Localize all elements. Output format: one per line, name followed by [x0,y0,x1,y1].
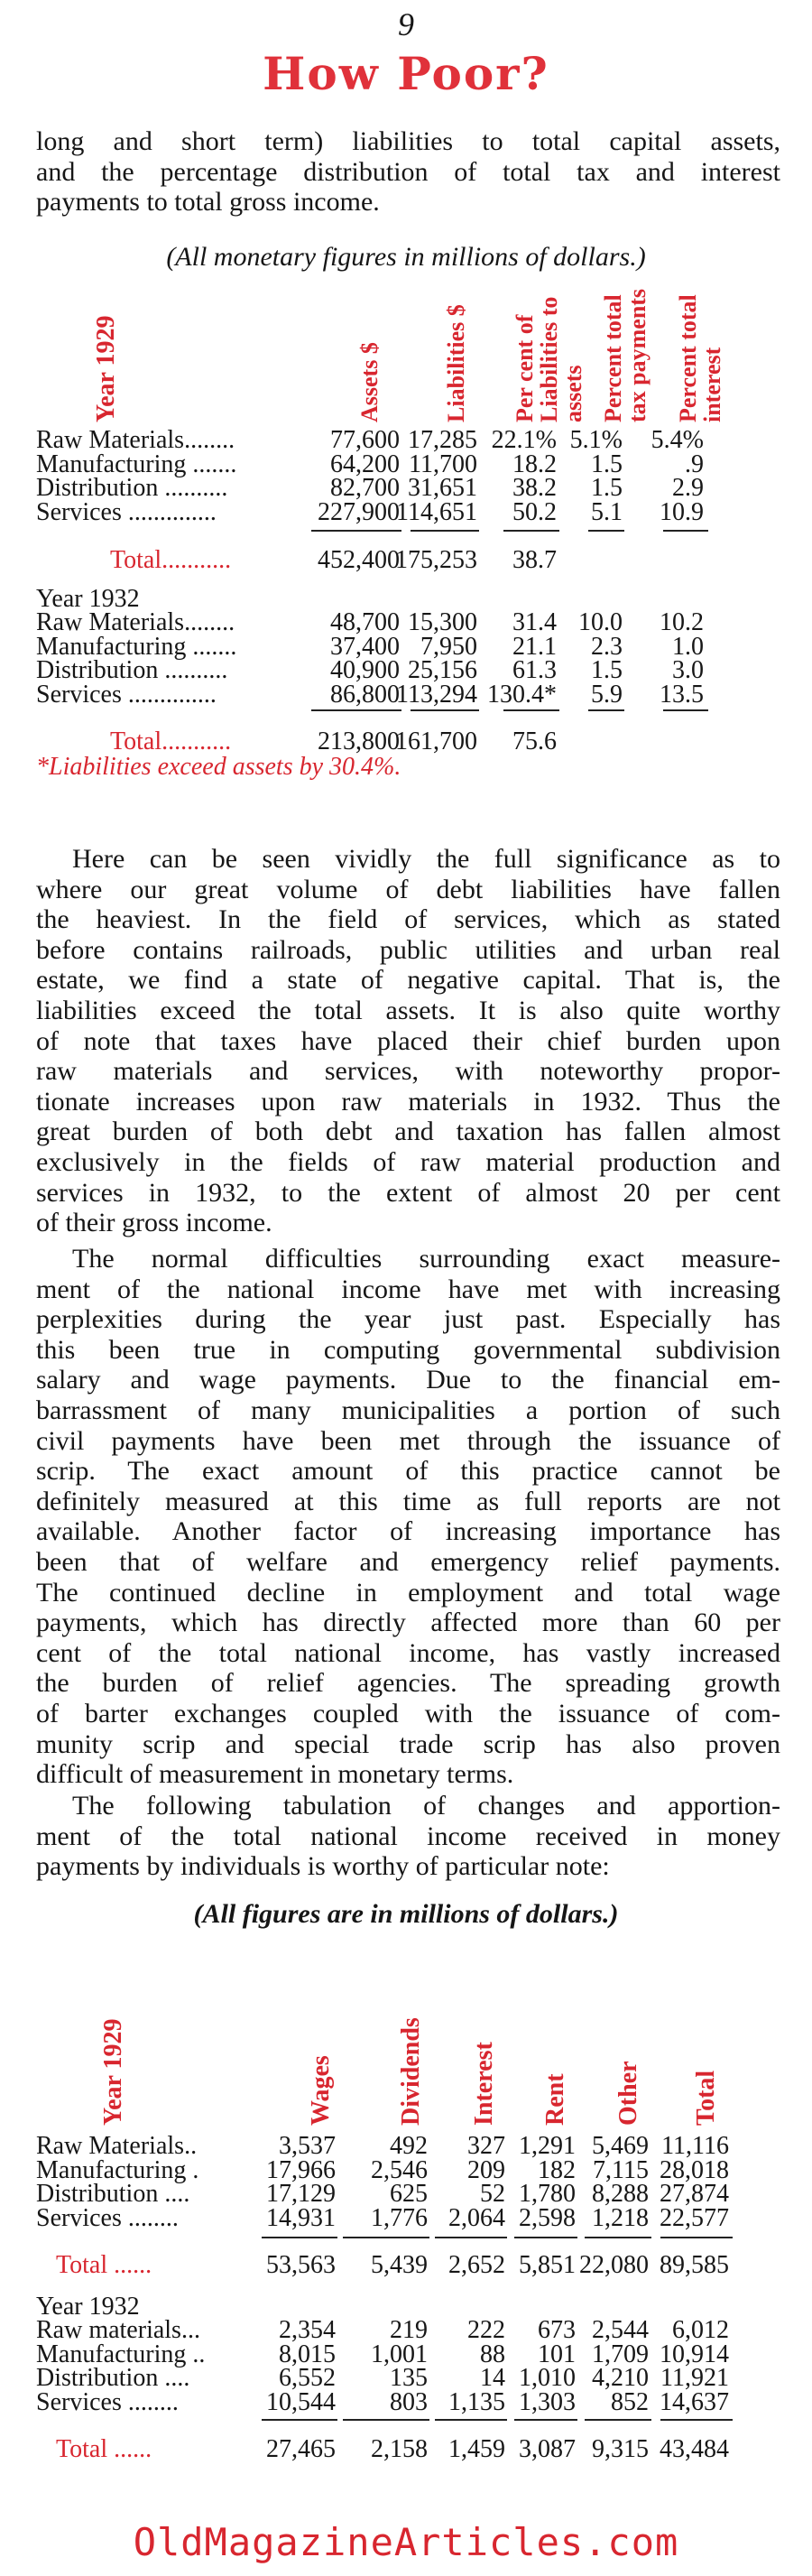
cell-value: 1,135 [448,2387,505,2416]
table-row [0,2132,812,2159]
column-rule [514,2419,577,2421]
row-label: Total ...... [56,2251,152,2279]
row-label: Total ...... [56,2435,152,2463]
cell-value: 64,200 [330,449,400,478]
cell-value: 31,651 [408,474,477,502]
cell-value: 5.1% [569,426,623,454]
cell-value: 8,015 [279,2340,336,2368]
cell-value: 1.5 [591,474,623,502]
row-label: Total........... [110,727,232,755]
text-line: perplexities during the year just past. Especially has [36,1304,780,1335]
text-line: ment of the total national income received in money [36,1821,780,1851]
cell-value: 38.2 [512,474,557,502]
column-header: Dividends [397,2017,425,2126]
row-label: Services .............. [36,497,217,526]
cell-value: 2,158 [371,2435,428,2463]
cell-value: 5,439 [371,2251,428,2279]
column-header: Rent [541,2073,569,2126]
text-line: scrip. The exact amount of this practice cannot be [36,1456,780,1487]
cell-value: 48,700 [330,608,400,636]
cell-value: 14,931 [266,2203,336,2232]
row-label: Raw materials... [36,2316,200,2344]
cell-value: 5.1 [591,497,623,526]
table-row [0,2388,812,2415]
year-1932: Year 1932 [36,2293,140,2321]
total-row [0,2251,812,2278]
text-line: available. Another factor of increasing importance has [36,1516,780,1547]
cell-value: 2,652 [448,2251,505,2279]
row-label: Distribution .... [36,2180,190,2208]
cell-value: 17,966 [266,2155,336,2184]
cell-value: 492 [390,2132,428,2160]
cell-value: 113,294 [396,680,477,709]
cell-value: 7,950 [420,632,477,661]
table2-note: (All figures are in millions of dollars.) [193,1899,619,1929]
cell-value: 1.5 [591,449,623,478]
cell-value: 327 [467,2132,505,2160]
table-row [0,2364,812,2391]
cell-value: 2,354 [279,2316,336,2344]
row-label: Services ........ [36,2387,179,2416]
text-line: raw materials and services, with noteworthy propor- [36,1056,780,1087]
text-line: where our great volume of debt liabilities have fallen [36,874,780,904]
text-line: cent of the total national income, has vastly increased [36,1637,780,1668]
column-header: Interest [470,2042,498,2126]
text-line: definitely measured at this time as full reports are not [36,1486,780,1516]
cell-value: 21.1 [512,632,557,661]
cell-value: 11,921 [660,2364,729,2392]
row-label: Distribution .... [36,2364,190,2392]
cell-value: 2.3 [591,632,623,661]
cell-value: 161,700 [395,727,477,755]
cell-value: 22,577 [660,2203,729,2232]
cell-value: 18.2 [512,449,557,478]
text-line: payments by individuals is worthy of particular note: [36,1851,610,1882]
cell-value: 28,018 [660,2155,729,2184]
cell-value: 86,800 [330,680,400,709]
cell-value: 2,546 [371,2155,428,2184]
table1-note: (All monetary figures in millions of dollars.) [166,242,646,272]
text-line: salary and wage payments. Due to the financial em- [36,1365,780,1395]
cell-value: 6,552 [279,2364,336,2392]
text-line: services in 1932, to the extent of almost 20 per cent [36,1177,780,1208]
cell-value: 1.5 [591,656,623,684]
column-header: Assets $ [356,342,383,422]
column-header: Percent total tax payments [600,288,651,422]
text-line: civil payments have been met through the issuance of [36,1425,780,1456]
cell-value: 3,087 [519,2435,576,2463]
text-line: exclusively in the fields of raw material production and [36,1147,780,1177]
cell-value: 5.9 [591,680,623,709]
cell-value: 1,459 [448,2435,505,2463]
cell-value: 222 [467,2316,505,2344]
cell-value: 1,780 [519,2180,576,2208]
cell-value: 15,300 [408,608,477,636]
cell-value: 75.6 [512,727,557,755]
cell-value: 182 [538,2155,576,2184]
text-line: tionate increases upon raw materials in 1932. Thus the [36,1086,780,1117]
cell-value: 1,001 [371,2340,428,2368]
year-header: Year 1929 [99,2018,127,2126]
cell-value: 2,064 [448,2203,505,2232]
column-rule [343,2419,429,2421]
text-line: barrassment of many municipalities a portion of such [36,1395,780,1425]
text-line: liabilities exceed the total assets. It is also quite worthy [36,996,780,1025]
row-label: Raw Materials........ [36,426,235,454]
text-line: the burden of relief agencies. The spreading growth [36,1668,780,1699]
row-label: Distribution .......... [36,656,228,684]
year-header: Year 1929 [92,315,120,422]
cell-value: 53,563 [266,2251,336,2279]
row-label: Services .............. [36,680,217,709]
cell-value: 2.9 [672,474,704,502]
cell-value: 31.4 [512,608,557,636]
text-line: estate, we find a state of negative capital. That is, the [36,965,780,996]
text-line: been that of welfare and emergency relief payments. [36,1547,780,1577]
column-rule [514,2237,577,2238]
cell-value: 3.0 [672,656,704,684]
text-line: long and short term) liabilities to total capital assets, [36,126,780,156]
cell-value: 77,600 [330,426,400,454]
row-label: Manufacturing ....... [36,632,237,661]
cell-value: 673 [538,2316,576,2344]
cell-value: 61.3 [512,656,557,684]
cell-value: 14,637 [660,2387,729,2416]
cell-value: .9 [685,449,704,478]
cell-value: 37,400 [330,632,400,661]
text-line: great burden of both debt and taxation has fallen almost [36,1117,780,1147]
year-1932: Year 1932 [36,585,140,613]
column-header: Liabilities $ [443,304,469,422]
row-label: Manufacturing ....... [36,449,237,478]
column-rule [585,2419,651,2421]
cell-value: 50.2 [512,497,557,526]
text-line: The following tabulation of changes and apportion- [72,1791,780,1821]
cell-value: 101 [538,2340,576,2368]
cell-value: 1,303 [519,2387,576,2416]
column-header: Wages [307,2055,335,2126]
cell-value: 2,544 [592,2316,649,2344]
cell-value: 1,218 [592,2203,649,2232]
cell-value: 5.4% [651,426,704,454]
row-label: Raw Materials.. [36,2132,198,2160]
cell-value: 40,900 [330,656,400,684]
column-rule [262,2419,337,2421]
text-line: of their gross income. [36,1208,272,1238]
text-line: and the percentage distribution of total tax and interest [36,156,780,187]
cell-value: 219 [390,2316,428,2344]
article-headline: How Poor? [263,47,549,100]
cell-value: 5,851 [519,2251,576,2279]
cell-value: 213,800 [318,727,400,755]
column-header: Percent total interest [675,294,725,422]
cell-value: 22,080 [579,2251,649,2279]
cell-value: 27,874 [660,2180,729,2208]
column-rule [435,2237,507,2238]
table-row [0,2204,812,2231]
cell-value: 13.5 [660,680,704,709]
cell-value: 1,291 [519,2132,576,2160]
cell-value: 25,156 [408,656,477,684]
cell-value: 114,651 [396,497,477,526]
cell-value: 625 [390,2180,428,2208]
cell-value: 130.4* [487,680,557,709]
cell-value: 10.2 [660,608,704,636]
cell-value: 82,700 [330,474,400,502]
text-line: payments to total gross income. [36,187,380,218]
cell-value: 10.9 [660,497,704,526]
row-label: Manufacturing .. [36,2340,206,2368]
cell-value: 209 [467,2155,505,2184]
cell-value: 10,914 [660,2340,729,2368]
column-header: Per cent of Liabilities to assets [512,296,586,422]
cell-value: 11,700 [409,449,477,478]
text-line: The normal difficulties surrounding exact measure- [72,1244,780,1274]
table-row [0,2180,812,2207]
text-line: of barter exchanges coupled with the issuance of com- [36,1699,780,1728]
text-line: difficult of measurement in monetary terms. [36,1759,514,1790]
cell-value: 4,210 [592,2364,649,2392]
column-rule [435,2419,507,2421]
cell-value: 1.0 [672,632,704,661]
row-label: Manufacturing . [36,2155,199,2184]
table-row [0,2340,812,2368]
cell-value: 2,598 [519,2203,576,2232]
cell-value: 3,537 [279,2132,336,2160]
cell-value: 6,012 [672,2316,729,2344]
column-rule [343,2237,429,2238]
row-label: Raw Materials........ [36,608,235,636]
table-row [0,2316,812,2343]
text-line: before contains railroads, public utilities and urban real [36,934,780,965]
text-line: the heaviest. In the field of services, which as stated [36,904,780,935]
row-label: Total........... [110,546,232,574]
cell-value: 38.7 [512,546,557,574]
text-line: ment of the national income have met with increasing [36,1274,780,1304]
text-line: of note that taxes have placed their chief burden upon [36,1025,780,1056]
cell-value: 17,129 [266,2180,336,2208]
text-line: The continued decline in employment and total wage [36,1577,780,1608]
cell-value: 5,469 [592,2132,649,2160]
column-rule [660,2237,733,2238]
cell-value: 852 [611,2387,649,2416]
text-line: Here can be seen vividly the full significance as to [72,844,780,874]
text-line: payments, which has directly affected more than 60 per [36,1608,780,1638]
cell-value: 175,253 [395,546,477,574]
column-rule [660,2419,733,2421]
cell-value: 22.1% [491,426,557,454]
total-row [0,2435,812,2462]
column-header: Other [614,2061,642,2126]
column-rule [585,2237,651,2238]
cell-value: 43,484 [660,2435,729,2463]
cell-value: 7,115 [593,2155,649,2184]
cell-value: 11,116 [661,2132,729,2160]
cell-value: 8,288 [592,2180,649,2208]
cell-value: 10,544 [266,2387,336,2416]
cell-value: 135 [390,2364,428,2392]
cell-value: 27,465 [266,2435,336,2463]
cell-value: 227,900 [318,497,400,526]
site-watermark: OldMagazineArticles.com [133,2520,679,2564]
text-line: munity scrip and special trade scrip has also proven [36,1728,780,1759]
text-line: this been true in computing governmental subdivision [36,1334,780,1365]
cell-value: 10.0 [578,608,623,636]
row-label: Distribution .......... [36,474,228,502]
cell-value: 1,709 [592,2340,649,2368]
column-rule [262,2237,337,2238]
table1-footnote: *Liabilities exceed assets by 30.4%. [36,753,401,781]
column-header: Total [692,2070,720,2126]
cell-value: 9,315 [592,2435,649,2463]
cell-value: 17,285 [408,426,477,454]
cell-value: 1,776 [371,2203,428,2232]
cell-value: 452,400 [318,546,400,574]
cell-value: 803 [390,2387,428,2416]
cell-value: 14 [480,2364,505,2392]
table-row [0,2156,812,2183]
page-number: 9 [398,6,414,42]
cell-value: 88 [480,2340,505,2368]
cell-value: 1,010 [519,2364,576,2392]
cell-value: 89,585 [660,2251,729,2279]
row-label: Services ........ [36,2203,179,2232]
cell-value: 52 [480,2180,505,2208]
